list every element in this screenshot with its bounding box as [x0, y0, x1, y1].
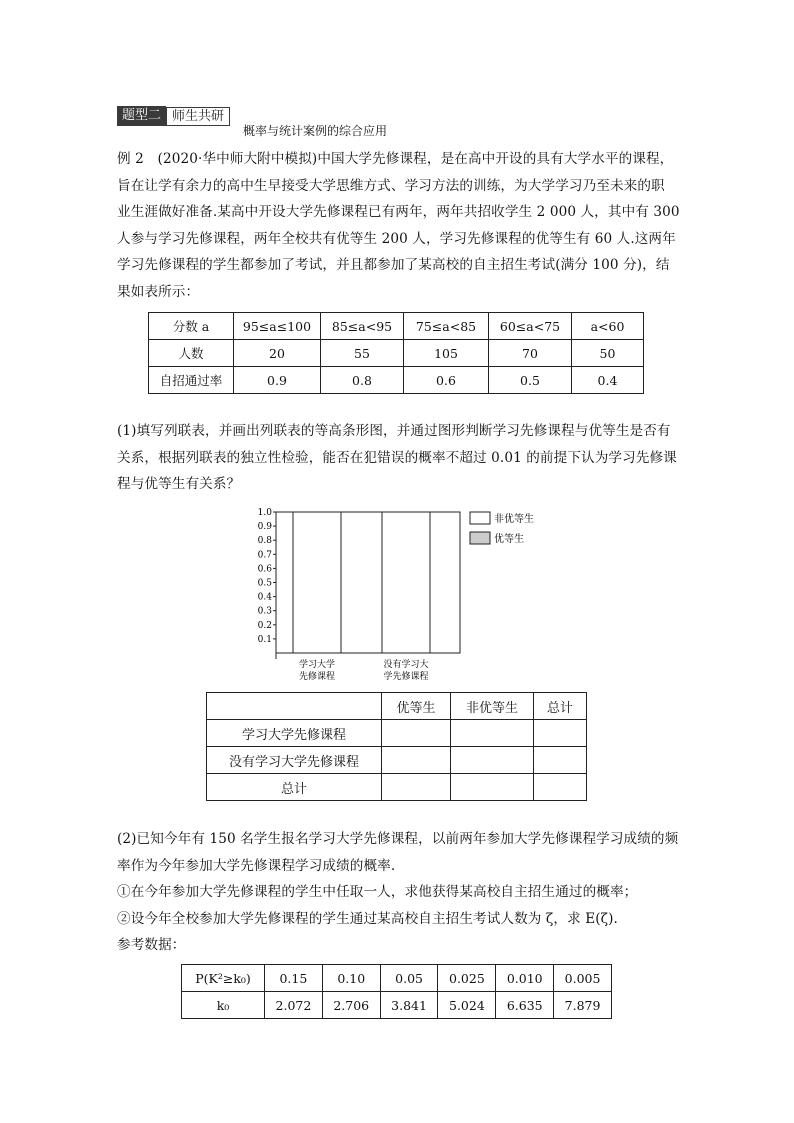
table-row	[182, 992, 612, 1019]
table-cell	[534, 774, 587, 801]
table-row	[149, 367, 644, 394]
category-label: 先修课程	[298, 672, 336, 682]
table-row	[149, 340, 644, 367]
section-subtitle: 概率与统计案例的综合应用	[243, 124, 388, 138]
bar-outline	[382, 512, 430, 653]
table-cell: 5.024	[438, 992, 496, 1019]
reference-table	[181, 964, 612, 1019]
chart-legend	[470, 512, 534, 545]
category-label: 学习大学	[298, 660, 336, 670]
question-line: 程与优等生有关系？	[117, 476, 241, 492]
problem-line: 学习先修课程的学生都参加了考试，并且都参加了某高校的自主招生考试(满分 100 分)，结	[117, 257, 670, 273]
table-row	[182, 965, 612, 992]
table-header	[207, 693, 382, 720]
table-cell: 2.706	[322, 992, 380, 1019]
question-2	[117, 826, 678, 959]
stacked-bar-chart	[250, 505, 550, 690]
table-cell: 0.005	[554, 965, 612, 992]
question-line: ②设今年全校参加大学先修课程的学生通过某高校自主招生考试人数为 ζ，求 E(ζ).	[117, 910, 618, 927]
table-header: a<60	[572, 313, 644, 340]
plot-frame	[276, 512, 460, 653]
score-table	[148, 312, 644, 394]
chart-bars	[293, 512, 430, 653]
y-tick-label: 0.7	[257, 550, 272, 561]
question-line: 参考数据：	[117, 937, 186, 953]
y-tick-label: 0.4	[257, 592, 272, 603]
table-cell: 2.072	[265, 992, 323, 1019]
category-label: 没有学习大	[383, 660, 429, 670]
question-line: ①在今年参加大学先修课程的学生中任取一人，求他获得某高校自主招生通过的概率；	[117, 884, 638, 900]
y-tick-label: 0.6	[257, 564, 272, 575]
table-cell: 0.025	[438, 965, 496, 992]
problem-line: 人参与学习先修课程，两年全校共有优等生 200 人，学习先修课程的优等生有 60 人.这两年	[117, 230, 676, 247]
table-row	[207, 693, 587, 720]
table-cell: 0.05	[380, 965, 438, 992]
chart-categories	[299, 658, 429, 682]
table-cell: 没有学习大学先修课程	[207, 747, 382, 774]
table-header: 60≤a<75	[489, 313, 572, 340]
chart-ticks	[258, 508, 276, 645]
contingency-table	[206, 692, 587, 801]
table-header: 85≤a<95	[321, 313, 404, 340]
table-header: P(K²≥k₀)	[182, 965, 265, 992]
bar-outline	[293, 512, 341, 653]
table-cell: 0.4	[572, 367, 644, 394]
table-header: 95≤a≤100	[234, 313, 321, 340]
y-tick-label: 0.3	[257, 606, 272, 617]
table-header: 非优等生	[451, 693, 534, 720]
table-row	[207, 774, 587, 801]
table-cell: 105	[404, 340, 489, 367]
table-header: 优等生	[382, 693, 451, 720]
type-tag: 师生共研	[166, 107, 230, 126]
legend-swatch	[470, 512, 490, 524]
table-header: 分数 a	[149, 313, 234, 340]
table-cell: 0.9	[234, 367, 321, 394]
table-cell: 6.635	[496, 992, 554, 1019]
table-header: 75≤a<85	[404, 313, 489, 340]
question-1	[117, 418, 677, 498]
table-cell: 0.8	[321, 367, 404, 394]
table-row	[207, 747, 587, 774]
table-cell: 0.5	[489, 367, 572, 394]
y-tick-label: 0.2	[257, 620, 272, 631]
table-cell	[451, 774, 534, 801]
y-tick-label: 0.5	[257, 578, 272, 589]
table-header: 总计	[534, 693, 587, 720]
question-line: 关系，根据列联表的独立性检验，能否在犯错误的概率不超过 0.01 的前提下认为学习先修课	[117, 449, 677, 466]
chart-axis	[276, 512, 460, 659]
problem-line: 业生涯做好准备.某高中开设大学先修课程已有两年，两年共招收学生 2 000 人，其中有 300	[117, 204, 680, 220]
section-header	[117, 106, 230, 126]
table-cell: 0.15	[265, 965, 323, 992]
table-cell: 20	[234, 340, 321, 367]
y-tick-label: 0.1	[257, 634, 272, 645]
y-tick-label: 0.8	[257, 536, 272, 547]
table-cell: 人数	[149, 340, 234, 367]
question-line: 率作为今年参加大学先修课程学习成绩的概率.	[117, 857, 396, 874]
legend-label: 优等生	[494, 534, 524, 545]
table-cell	[451, 747, 534, 774]
table-cell	[382, 774, 451, 801]
table-cell: 学习大学先修课程	[207, 720, 382, 747]
category-label: 学先修课程	[383, 672, 429, 682]
problem-line: 旨在让学有余力的高中生早接受大学思维方式、学习方法的训练，为大学学习乃至未来的职	[117, 177, 665, 194]
y-tick-label: 1.0	[257, 508, 272, 518]
table-header: k₀	[182, 992, 265, 1019]
table-cell: 50	[572, 340, 644, 367]
legend-swatch	[470, 532, 490, 544]
table-cell: 7.879	[554, 992, 612, 1019]
y-tick-label: 0.9	[257, 522, 272, 533]
question-line: (2)已知今年有 150 名学生报名学习大学先修课程，以前两年参加大学先修课程学习成绩的频	[117, 831, 679, 847]
table-cell: 70	[489, 340, 572, 367]
table-cell: 0.6	[404, 367, 489, 394]
table-cell: 0.10	[322, 965, 380, 992]
table-cell: 总计	[207, 774, 382, 801]
table-cell	[382, 720, 451, 747]
legend-label: 非优等生	[494, 514, 534, 525]
question-line: (1)填写列联表，并画出列联表的等高条形图，并通过图形判断学习先修课程与优等生是否有	[117, 423, 671, 439]
table-cell: 0.010	[496, 965, 554, 992]
table-row	[207, 720, 587, 747]
problem-line: 果如表所示：	[117, 283, 200, 300]
table-row	[149, 313, 644, 340]
table-cell: 3.841	[380, 992, 438, 1019]
table-cell: 55	[321, 340, 404, 367]
problem-text	[117, 146, 680, 305]
type-badge: 题型二	[117, 106, 166, 126]
table-cell	[451, 720, 534, 747]
table-cell	[382, 747, 451, 774]
problem-line: 例 2 (2020·华中师大附中模拟)中国大学先修课程，是在高中开设的具有大学水平的课程，	[117, 151, 674, 167]
table-cell: 自招通过率	[149, 367, 234, 394]
table-cell	[534, 720, 587, 747]
table-cell	[534, 747, 587, 774]
